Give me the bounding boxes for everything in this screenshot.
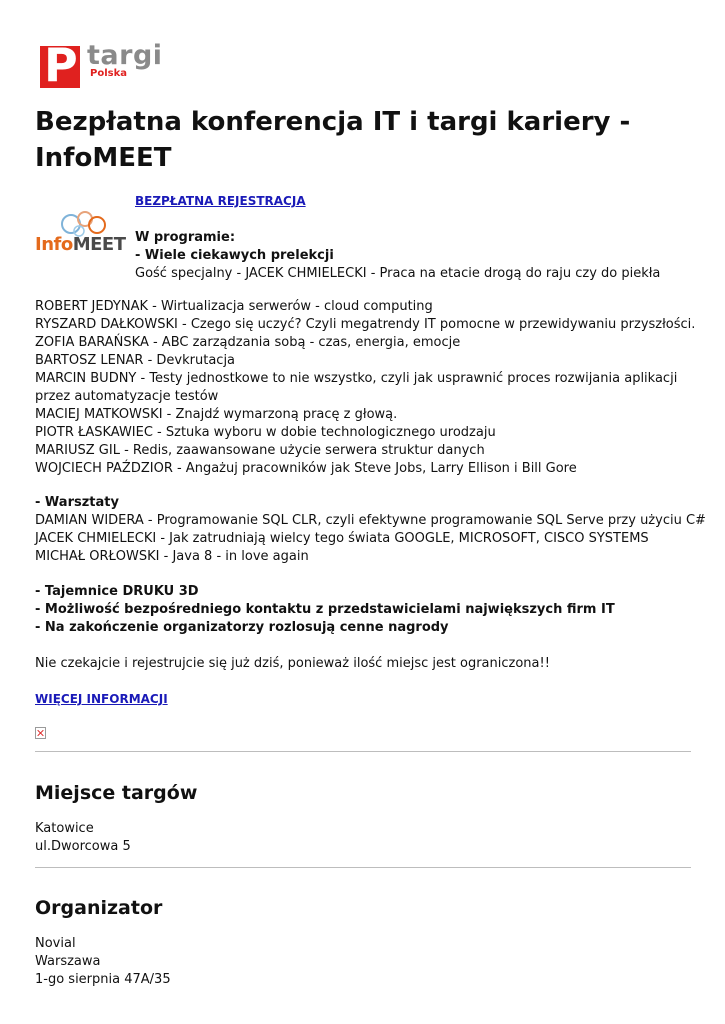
workshops-list (35, 494, 706, 566)
logo-letter: P (44, 38, 78, 92)
infomeet-logo-meet: MEET (72, 234, 126, 255)
venue-address (35, 820, 691, 856)
venue-line: ul.Dworcowa 5 (35, 839, 131, 854)
lectures-list (35, 298, 696, 478)
lecture-item: PIOTR ŁASKAWIEC - Sztuka wyboru w dobie technologicznego urodzaju (35, 425, 496, 440)
logo-word: targi (87, 40, 163, 71)
organizer-heading: Organizator (35, 897, 163, 919)
intro-block (135, 192, 691, 283)
organizer-line: 1-go sierpnia 47A/35 (35, 972, 171, 987)
infomeet-logo-info: Info (35, 234, 73, 255)
divider (35, 751, 691, 752)
workshop-item: DAMIAN WIDERA - Programowanie SQL CLR, czyli efektywne programowanie SQL Serve przy użyciu C# (35, 513, 706, 528)
highlight-item: - Tajemnice DRUKU 3D (35, 584, 199, 599)
closing-text (35, 655, 691, 673)
workshop-item: MICHAŁ ORŁOWSKI - Java 8 - in love again (35, 549, 309, 564)
workshop-item: JACEK CHMIELECKI - Jak zatrudniają wielcy tego świata GOOGLE, MICROSOFT, CISCO SYSTEMS (35, 531, 649, 546)
venue-heading: Miejsce targów (35, 782, 198, 804)
workshops-heading: - Warsztaty (35, 495, 119, 510)
organizer-line: Warszawa (35, 954, 101, 969)
infomeet-logo-text (35, 236, 126, 254)
lecture-item: WOJCIECH PAŹDZIOR - Angażuj pracowników jak Steve Jobs, Larry Ellison i Bill Gore (35, 461, 577, 476)
logo-sub: Polska (90, 68, 127, 79)
organizer-address (35, 935, 691, 989)
targi-polska-logo[interactable] (40, 40, 165, 90)
registration-link[interactable]: BEZPŁATNA REJESTRACJA (135, 194, 306, 208)
infomeet-logo (35, 210, 127, 262)
highlight-item: - Możliwość bezpośredniego kontaktu z przedstawicielami największych firm IT (35, 602, 615, 617)
organizer-line: Novial (35, 936, 76, 951)
divider (35, 867, 691, 868)
lectures-heading: - Wiele ciekawych prelekcji (135, 248, 334, 263)
closing-line: Nie czekajcie i rejestrujcie się już dziś, ponieważ ilość miejsc jest ograniczona!! (35, 656, 550, 671)
special-guest: Gość specjalny - JACEK CHMIELECKI - Praca na etacie drogą do raju czy do piekła (135, 266, 661, 281)
lecture-item: MARIUSZ GIL - Redis, zaawansowane użycie serwera struktur danych (35, 443, 485, 458)
program-heading: W programie: (135, 230, 236, 245)
highlight-item: - Na zakończenie organizatorzy rozlosują cenne nagrody (35, 620, 449, 635)
logo-mark (40, 38, 80, 92)
highlights-list (35, 583, 691, 637)
more-info (35, 690, 691, 709)
broken-image-icon (35, 727, 46, 739)
more-info-link[interactable]: WIĘCEJ INFORMACJI (35, 692, 168, 706)
venue-line: Katowice (35, 821, 94, 836)
lecture-item: ZOFIA BARAŃSKA - ABC zarządzania sobą - czas, energia, emocje (35, 335, 461, 350)
lecture-item: BARTOSZ LENAR - Devkrutacja (35, 353, 236, 368)
lecture-item: MARCIN BUDNY - Testy jednostkowe to nie wszystko, czyli jak usprawnić proces rozwijania aplikacji przez automatyzacje testów (35, 371, 678, 404)
lecture-item: MACIEJ MATKOWSKI - Znajdź wymarzoną pracę z głową. (35, 407, 398, 422)
lecture-item: RYSZARD DAŁKOWSKI - Czego się uczyć? Czyli megatrendy IT pomocne w przewidywaniu przyszłości. (35, 317, 696, 332)
lecture-item: ROBERT JEDYNAK - Wirtualizacja serwerów - cloud computing (35, 299, 433, 314)
page-title: Bezpłatna konferencja IT i targi kariery - InfoMEET (35, 107, 631, 173)
